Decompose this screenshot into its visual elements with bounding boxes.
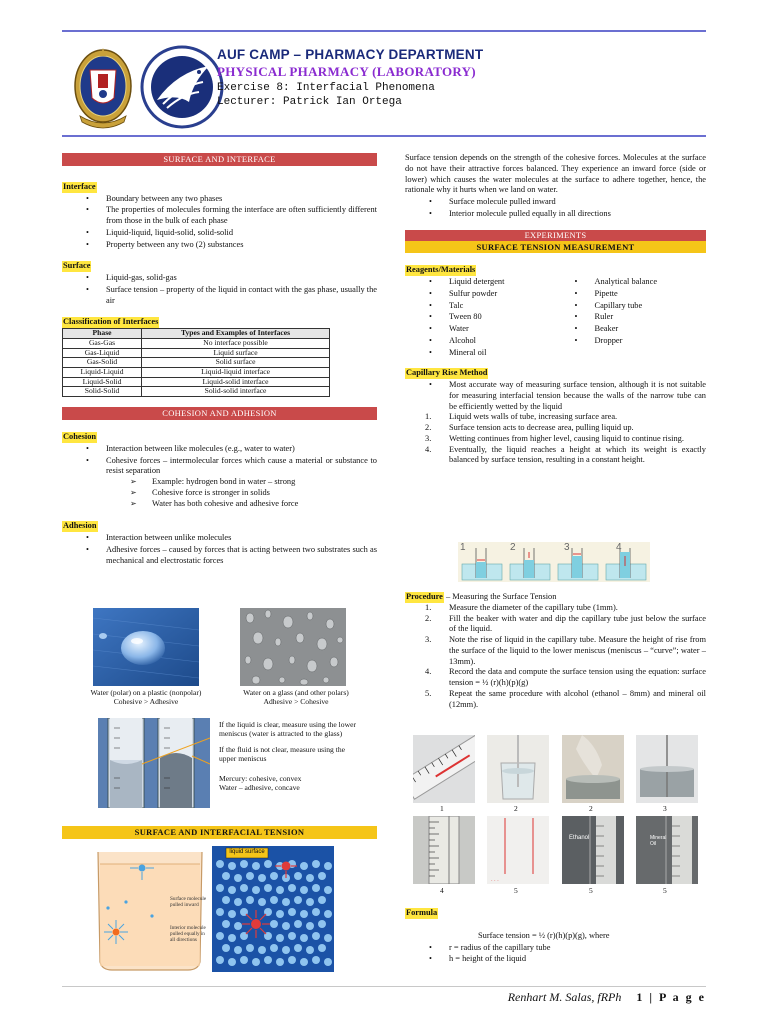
procedure-section	[405, 592, 706, 710]
table-cell: Liquid-Solid	[63, 377, 142, 387]
beaker-surface-molecule-diagram	[92, 846, 208, 972]
page-word: | P a g e	[649, 990, 706, 1004]
photo-ruler-scale	[413, 816, 475, 884]
list-item: • Mineral oil	[405, 348, 561, 359]
list-item: ➢ Water has both cohesive and adhesive force	[62, 499, 377, 510]
photo-ruler-measure	[413, 735, 475, 803]
left-column	[62, 153, 377, 566]
photo-labels-row-1	[413, 804, 698, 814]
list-item: 2. Fill the beaker with water and dip the capillary tube just below the surface of the liquid.	[425, 613, 706, 634]
list-item: • Liquid-liquid, liquid-solid, solid-solid	[62, 228, 377, 239]
department-title: AUF CAMP – PHARMACY DEPARTMENT	[217, 47, 484, 62]
table-row	[63, 368, 330, 378]
formula-section	[405, 908, 706, 965]
photo-label: 2	[589, 804, 593, 813]
step-text: Record the data and compute the surface tension using the equation: surface tension = ½ (r)(h)(p)(g)	[449, 667, 706, 687]
photo-labels-row-2	[413, 886, 698, 896]
meniscus-notes	[219, 720, 359, 793]
capillary-figure-numbers	[458, 542, 650, 556]
photo-label: 2	[514, 804, 518, 813]
step-text: Surface tension acts to decrease area, pulling liquid up.	[449, 423, 634, 432]
figure-number: 1	[460, 542, 466, 553]
photo-label: 1	[440, 804, 444, 813]
lecturer-name: Lecturer: Patrick Ian Ortega	[217, 96, 402, 109]
list-item: • Interaction between like molecules (e.g., water to water)	[62, 444, 377, 455]
surface-list	[62, 273, 377, 306]
footer-rule	[62, 986, 706, 987]
photo-mineral-oil	[636, 816, 698, 884]
list-item: • Property between any two (2) substances	[62, 240, 377, 251]
list-item: • Surface molecule pulled inward	[405, 197, 706, 208]
list-item: • Interior molecule pulled equally in all directions	[405, 209, 706, 220]
table-cell: Solid-Solid	[63, 387, 142, 397]
table-cell: Liquid-solid interface	[142, 377, 330, 387]
list-item: • Talc	[405, 301, 561, 312]
figure-number: 2	[510, 542, 516, 553]
figure-number: 3	[564, 542, 570, 553]
table-cell: Gas-Liquid	[63, 348, 142, 358]
table-header: Types and Examples of Interfaces	[142, 329, 330, 339]
exercise-title: Exercise 8: Interfacial Phenomena	[217, 81, 435, 94]
photo-label: 5	[663, 886, 667, 895]
svg-text:· · ·: · · ·	[491, 878, 499, 884]
photo-label: 5	[514, 886, 518, 895]
caption-line: Cohesive > Adhesive	[113, 697, 179, 707]
table-row	[63, 387, 330, 397]
list-item: • Adhesive forces – caused by forces that is acting between two substrates such as mechanical and electrostatic forces	[62, 545, 377, 567]
step-text: Eventually, the liquid reaches a height at which its weight is exactly balanced by surface tension, resulting in a constant height.	[449, 444, 706, 465]
step-text: Repeat the same procedure with alcohol (ethanol – 8mm) and mineral oil (12mm).	[449, 688, 706, 709]
list-item: • Liquid-gas, solid-gas	[62, 273, 377, 284]
experiments-banner	[405, 230, 706, 254]
heading-surface: Surface	[63, 261, 91, 271]
photo-ethanol	[562, 816, 624, 884]
water-droplet-on-plastic-image	[93, 608, 199, 686]
table-cell: Gas-Solid	[63, 358, 142, 368]
list-item: • Sulfur powder	[405, 289, 561, 300]
photo-capillary-rise	[636, 735, 698, 803]
list-item: • Pipette	[551, 289, 707, 300]
table-cell: Liquid surface	[142, 348, 330, 358]
table-cell: Gas-Gas	[63, 338, 142, 348]
banner-experiments: EXPERIMENTS	[405, 230, 706, 242]
list-item: • Analytical balance	[551, 277, 707, 288]
caption-line: Adhesive > Cohesive	[263, 697, 329, 707]
heading-classification: Classification of Interfaces	[63, 317, 159, 327]
procedure-title: – Measuring the Surface Tension	[443, 592, 557, 601]
reagents-list	[405, 276, 706, 358]
caption-line: Water on a glass (and other polars)	[243, 688, 349, 697]
adhesion-list	[62, 533, 377, 566]
list-item: • Ruler	[551, 312, 707, 323]
water-droplets-on-glass-image	[240, 608, 346, 686]
list-item: 3. Wetting continues from higher level, causing liquid to continue rising.	[425, 433, 684, 443]
list-item: • r = radius of the capillary tube	[405, 943, 706, 954]
list-item: ➢ Cohesive force is stronger in solids	[62, 488, 377, 499]
heading-interface: Interface	[63, 181, 96, 191]
capillary-steps	[405, 412, 706, 466]
top-rule	[62, 30, 706, 32]
table-cell: Solid-solid interface	[142, 387, 330, 397]
step-text: Measure the diameter of the capillary tube (1mm).	[449, 602, 618, 612]
banner-surface-tension-measurement: SURFACE TENSION MEASUREMENT	[405, 241, 706, 253]
section-banner-surface-tension: SURFACE AND INTERFACIAL TENSION	[62, 826, 377, 839]
capillary-bullet-list	[405, 380, 706, 412]
list-item: • Tween 80	[405, 312, 561, 323]
formula-list	[405, 943, 706, 966]
photo-hand-tube	[562, 735, 624, 803]
list-item: • Most accurate way of measuring surface tension, although it is not suitable for measuring interfacial tension because the walls of the narrow tube can be efficiently wetted by the liquid	[405, 380, 706, 412]
photo-text-mineral: Mineral Oil	[650, 835, 667, 847]
surface-tension-intro: Surface tension depends on the strength of the cohesive forces. Molecules at the surface do not have their attractive forces balanced. They experience an inward force (side or lower) which causes the water molecules at the surface to adhere together, hence, the rationale why it hurts when we land on water.	[405, 153, 706, 195]
classification-table	[62, 328, 330, 397]
intro-list	[405, 197, 706, 220]
molecule-lattice-diagram	[212, 846, 334, 972]
photo-beaker-fill	[487, 735, 549, 803]
section-banner-surface-interface: SURFACE AND INTERFACE	[62, 153, 377, 166]
university-seal-logo	[68, 42, 138, 132]
list-item: 3. Note the rise of liquid in the capillary tube. Measure the height of rise from the surface of the liquid to the lower meniscus (meniscus – “curve”; water – 13mm).	[425, 635, 706, 666]
table-cell: No interface possible	[142, 338, 330, 348]
table-cell: Liquid-Liquid	[63, 368, 142, 378]
interface-list	[62, 194, 377, 251]
reagents-col-1	[405, 276, 561, 358]
heading-cohesion: Cohesion	[63, 432, 97, 442]
course-subtitle: PHYSICAL PHARMACY (LABORATORY)	[217, 64, 476, 80]
list-item: • Beaker	[551, 324, 707, 335]
list-item: • Surface tension – property of the liquid in contact with the gas phase, usually the air	[62, 285, 377, 307]
photo-label: 3	[663, 804, 667, 813]
heading-capillary-rise: Capillary Rise Method	[406, 368, 488, 378]
label-interior-molecule: Interior molecule pulled equally in all directions	[170, 925, 206, 944]
formula-line: Surface tension = ½ (r)(h)(p)(g), where	[478, 930, 610, 940]
note-mercury: Mercury: cohesive, convex	[219, 773, 302, 783]
label-liquid-surface: liquid surface	[229, 849, 265, 855]
list-item: • The properties of molecules forming the interface are often sufficiently different from those in the bulk of each phase	[62, 205, 377, 227]
note-water: Water – adhesive, concave	[219, 783, 300, 793]
table-row	[63, 338, 330, 348]
table-header: Phase	[63, 329, 142, 339]
page-header	[62, 40, 706, 130]
section-banner-cohesion-adhesion: COHESION AND ADHESION	[62, 407, 377, 420]
label-surface-molecule: Surface molecule pulled inward	[170, 896, 207, 909]
list-item: ➢ Example: hydrogen bond in water – strong	[62, 477, 377, 488]
figure-number: 4	[616, 542, 622, 553]
photo-two-tubes	[487, 816, 549, 884]
list-item: • Alcohol	[405, 336, 561, 347]
photo-text-ethanol: Ethanol	[569, 835, 590, 841]
table-cell: Solid surface	[142, 358, 330, 368]
heading-procedure: Procedure	[406, 592, 443, 601]
cohesion-list	[62, 444, 377, 477]
list-item: 4. Record the data and compute the surface tension using the equation: surface tension = ½ (r)(h)(p)(g)	[425, 667, 706, 687]
photo-label: 5	[589, 886, 593, 895]
step-text: Note the rise of liquid in the capillary tube. Measure the height of rise from the surface of the liquid to the lower meniscus (meniscus – “curve”; water – 13mm).	[449, 635, 706, 666]
note-clear-liquid: If the liquid is clear, measure using the lower meniscus (water is attracted to the glass)	[219, 720, 356, 739]
list-item: • Cohesive forces – intermolecular forces which cause a material or substance to resist separation	[62, 456, 377, 478]
cohesion-sublist	[62, 477, 377, 509]
page-number	[636, 990, 706, 1004]
step-text: Liquid wets walls of tube, increasing surface area.	[449, 412, 618, 422]
right-column	[405, 153, 706, 466]
list-item: 4. Eventually, the liquid reaches a height at which its weight is exactly balanced by surface tension, resulting in a constant height.	[425, 444, 706, 465]
photo-label: 4	[440, 886, 444, 895]
reagents-col-2	[551, 276, 707, 358]
heading-adhesion: Adhesion	[63, 521, 97, 531]
caption-line: Water (polar) on a plastic (nonpolar)	[90, 688, 202, 697]
list-item: • Capillary tube	[551, 301, 707, 312]
page-footer	[508, 990, 706, 1005]
list-item: • Liquid detergent	[405, 277, 561, 288]
table-cell: Liquid-liquid interface	[142, 368, 330, 378]
list-item: • Interaction between unlike molecules	[62, 533, 377, 544]
header-rule	[62, 135, 706, 137]
list-item: 2. Surface tension acts to decrease area, pulling liquid up.	[425, 423, 634, 432]
caption-glass	[216, 688, 376, 706]
list-item: • Water	[405, 324, 561, 335]
caption-plastic	[66, 688, 226, 706]
list-item: • h = height of the liquid	[405, 954, 706, 965]
list-item: • Dropper	[551, 336, 707, 347]
page-number-value: 1	[636, 990, 645, 1004]
heading-reagents: Reagents/Materials	[406, 265, 476, 275]
step-text: Wetting continues from higher level, causing liquid to continue rising.	[449, 433, 684, 443]
meniscus-tubes-image	[98, 718, 210, 808]
list-item: 5. Repeat the same procedure with alcohol (ethanol – 8mm) and mineral oil (12mm).	[425, 688, 706, 709]
list-item: 1. Liquid wets walls of tube, increasing surface area.	[425, 412, 618, 422]
list-item: • Boundary between any two phases	[62, 194, 377, 205]
procedure-steps	[405, 603, 706, 711]
list-item: 1. Measure the diameter of the capillary tube (1mm).	[425, 602, 618, 612]
step-text: Fill the beaker with water and dip the capillary tube just below the surface of the liquid.	[449, 613, 706, 634]
author-signature: Renhart M. Salas, fRPh	[507, 990, 622, 1004]
heading-formula: Formula	[406, 908, 438, 917]
note-not-clear: If the fluid is not clear, measure using the upper meniscus	[219, 744, 346, 764]
